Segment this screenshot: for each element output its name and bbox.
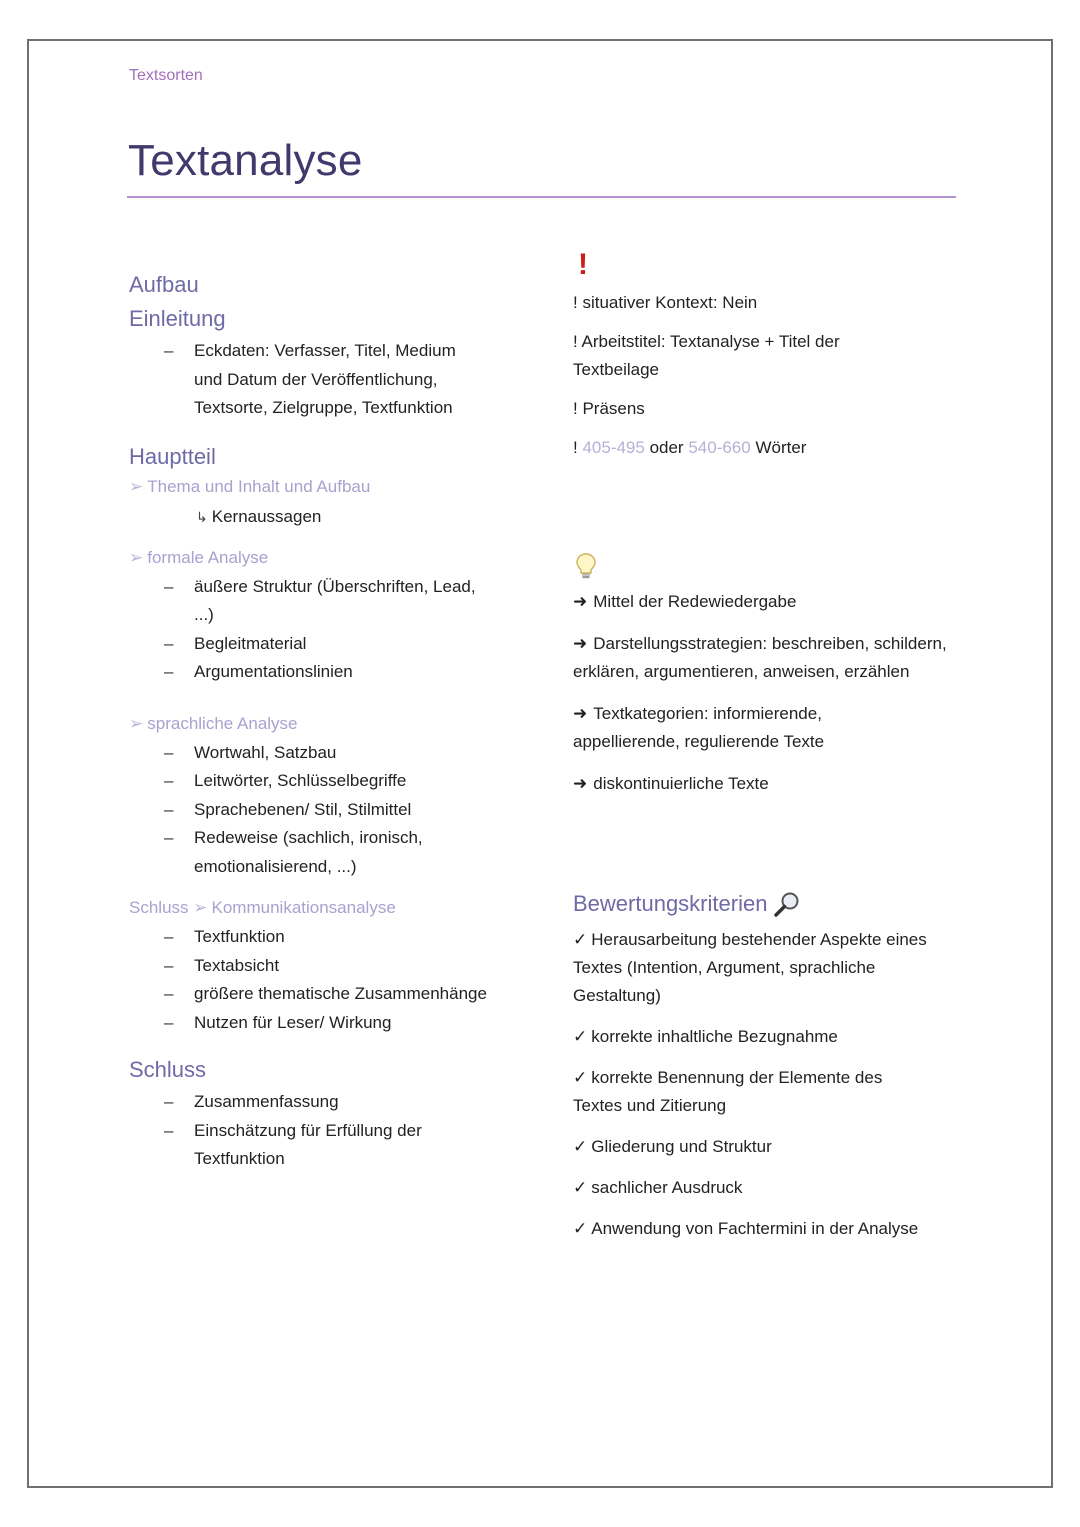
note-arbeitstitel: ! Arbeitstitel: Textanalyse + Titel der Textbeilage xyxy=(573,332,840,379)
exclamation-icon: ! xyxy=(578,248,588,281)
magnifier-icon xyxy=(773,891,801,917)
arrow-icon: ➜ xyxy=(573,634,588,653)
arrowhead-icon: ➢ xyxy=(193,898,208,917)
list-item-continuation: Textsorte, Zielgruppe, Textfunktion xyxy=(194,398,453,417)
structure-column xyxy=(129,268,529,1174)
tip-item: ➜ diskontinuierliche Texte xyxy=(573,774,769,793)
subheading-kommunikationsanalyse: Schluss ➢ Kommunikationsanalyse xyxy=(129,898,396,917)
note-wortanzahl: ! 405-495 oder 540-660 Wörter xyxy=(573,438,807,457)
criteria-item: ✓ Gliederung und Struktur xyxy=(573,1137,772,1156)
list-item-continuation: und Datum der Veröffentlichung, xyxy=(194,369,438,389)
arrow-icon: ➜ xyxy=(573,592,588,611)
list-item: – äußere Struktur (Überschriften, Lead, xyxy=(164,576,476,596)
list-item: – Textfunktion xyxy=(164,927,285,946)
check-icon: ✓ xyxy=(573,1137,588,1156)
criteria-item: ✓ Anwendung von Fachtermini in der Analyse xyxy=(573,1219,919,1238)
criteria-item: ✓ sachlicher Ausdruck xyxy=(573,1178,743,1197)
note-kontext: ! situativer Kontext: Nein xyxy=(573,293,758,312)
criteria-item: ✓ korrekte inhaltliche Bezugnahme xyxy=(573,1027,838,1046)
list-item: – Eckdaten: Verfasser, Titel, Medium xyxy=(164,341,456,360)
section-heading-schluss: Schluss xyxy=(129,1057,207,1082)
arrowhead-icon: ➢ xyxy=(129,476,144,496)
list-item: – Redeweise (sachlich, ironisch, xyxy=(164,828,423,847)
list-item: – Zusammenfassung xyxy=(164,1092,339,1111)
check-icon: ✓ xyxy=(573,1219,588,1238)
list-item-continuation: emotionalisierend, ...) xyxy=(194,856,357,876)
list-item: – Einschätzung für Erfüllung der xyxy=(164,1120,422,1140)
section-heading-aufbau: Aufbau xyxy=(129,272,199,297)
lightbulb-icon xyxy=(575,552,958,580)
sprachliche-analyse-list xyxy=(129,739,529,882)
subheading-sprachliche-analyse: ➢ sprachliche Analyse xyxy=(129,713,298,733)
return-arrow-icon: ↳ xyxy=(196,508,208,525)
list-item: – Sprachebenen/ Stil, Stilmittel xyxy=(164,799,412,819)
arrow-icon: ➜ xyxy=(573,774,588,793)
list-item: – Textabsicht xyxy=(164,955,280,975)
arrowhead-icon: ➢ xyxy=(129,547,144,567)
subheading-formale-analyse: ➢ formale Analyse xyxy=(129,547,269,567)
list-item: – Wortwahl, Satzbau xyxy=(164,742,337,762)
arrowhead-icon: ➢ xyxy=(129,713,144,733)
criteria-heading: Bewertungskriterien xyxy=(573,888,958,920)
section-heading-einleitung: Einleitung xyxy=(129,306,226,331)
title-divider xyxy=(127,196,956,198)
check-icon: ✓ xyxy=(573,930,588,949)
einleitung-list xyxy=(129,337,529,423)
kernaussagen-item: ↳ Kernaussagen xyxy=(196,506,322,526)
list-item: – Argumentationslinien xyxy=(164,662,353,681)
formale-analyse-list xyxy=(129,573,529,687)
list-item-continuation: Textfunktion xyxy=(194,1149,285,1168)
section-heading-hauptteil: Hauptteil xyxy=(129,443,216,469)
check-icon: ✓ xyxy=(573,1068,588,1087)
criteria-item: ✓ Herausarbeitung bestehender Aspekte eines Textes (Intention, Argument, sprachliche Gestaltung) xyxy=(573,930,927,1005)
notes-column xyxy=(573,250,958,1243)
list-item: – größere thematische Zusammenhänge xyxy=(164,984,487,1003)
arrow-icon: ➜ xyxy=(573,704,588,723)
subheading-thema: ➢ Thema und Inhalt und Aufbau xyxy=(129,476,371,496)
list-item-continuation: ...) xyxy=(194,605,214,624)
tip-item: ➜ Darstellungsstrategien: beschreiben, schildern, erklären, argumentieren, anweisen, erzählen xyxy=(573,634,947,681)
check-icon: ✓ xyxy=(573,1178,588,1197)
list-item: – Leitwörter, Schlüsselbegriffe xyxy=(164,771,407,790)
list-item: – Nutzen für Leser/ Wirkung xyxy=(164,1012,392,1032)
tip-item: ➜ Mittel der Redewiedergabe xyxy=(573,592,797,611)
note-tempus: ! Präsens xyxy=(573,399,645,418)
document-category: Textsorten xyxy=(129,67,203,84)
tip-item: ➜ Textkategorien: informierende, appellierende, regulierende Texte xyxy=(573,704,825,751)
schluss-list xyxy=(129,1088,529,1174)
check-icon: ✓ xyxy=(573,1027,588,1046)
list-item: – Begleitmaterial xyxy=(164,633,307,653)
criteria-item: ✓ korrekte Benennung der Elemente des Textes und Zitierung xyxy=(573,1068,883,1115)
kommunikationsanalyse-list xyxy=(129,923,529,1037)
page-title: Textanalyse xyxy=(128,136,363,185)
